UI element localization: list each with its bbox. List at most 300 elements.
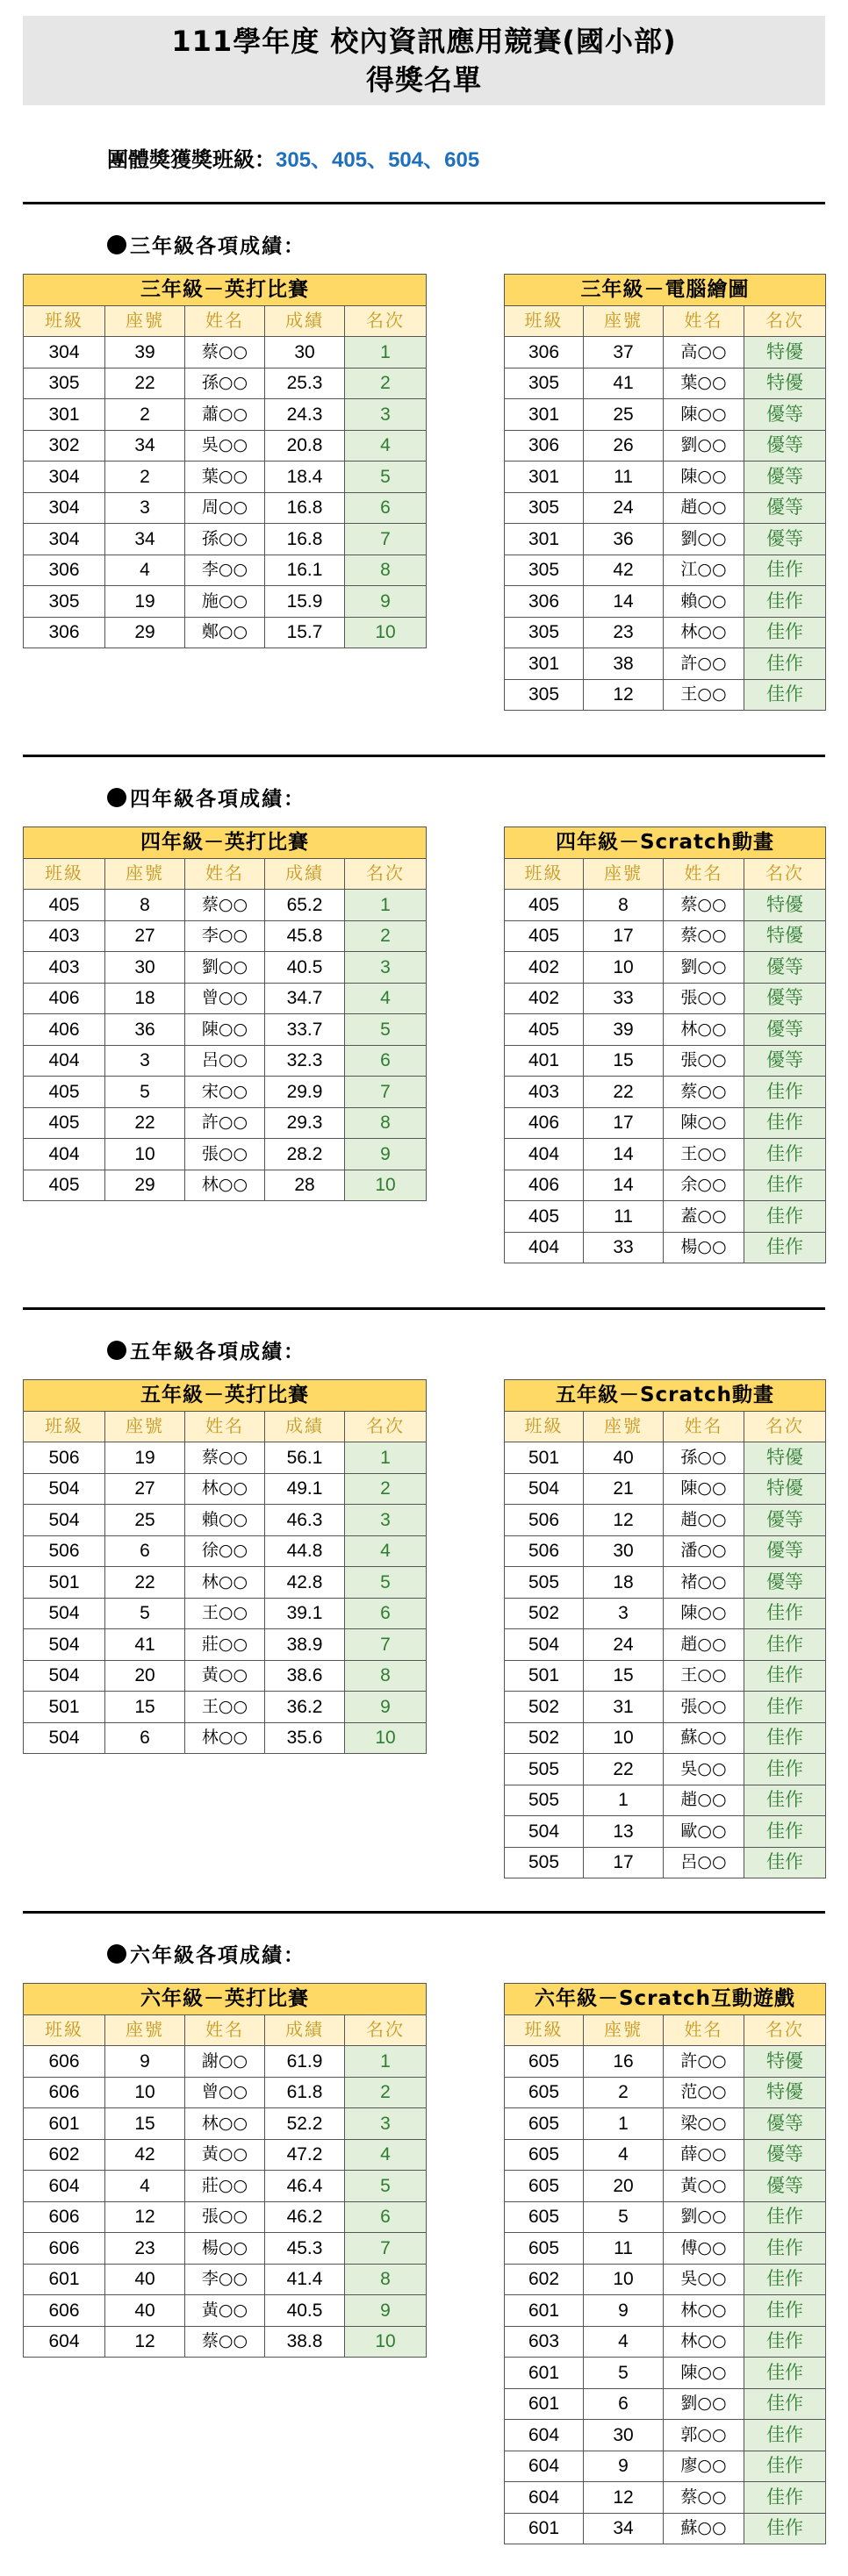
contest-results-table [504,826,826,1263]
rank-cell: 特優 [744,920,826,952]
name-cell: 葉○○ [664,368,744,399]
class-cell: 604 [505,2482,584,2514]
table-row [24,2233,427,2265]
typing-results-table [23,274,427,648]
table-row [24,1014,427,1046]
table-row [505,952,826,984]
rank-cell: 佳作 [744,2513,826,2544]
seat-cell: 33 [584,1232,664,1263]
rank-cell: 優等 [744,1567,826,1599]
table-row [24,1139,427,1170]
column-header: 名次 [744,858,826,890]
table-row [505,462,826,493]
seat-cell: 19 [105,586,185,618]
class-cell: 504 [24,1722,105,1754]
column-header: 座號 [105,1411,185,1442]
class-cell: 501 [24,1692,105,1723]
class-cell: 602 [24,2139,105,2171]
class-cell: 404 [505,1139,584,1170]
class-cell: 406 [505,1107,584,1139]
group-award-line [107,142,479,173]
class-cell: 601 [24,2108,105,2140]
name-cell: 林○○ [664,2295,744,2327]
rank-cell: 優等 [744,1045,826,1077]
column-header: 姓名 [185,2014,265,2046]
class-cell: 306 [505,337,584,369]
class-cell: 404 [24,1139,105,1170]
name-cell: 林○○ [664,2326,744,2358]
table-row [505,983,826,1014]
score-cell: 56.1 [265,1442,345,1474]
rank-cell: 8 [345,1107,427,1139]
column-header: 班級 [505,305,584,337]
name-cell: 蔡○○ [664,920,744,952]
table-row [505,1014,826,1046]
table-row [505,1754,826,1785]
page-subtitle: 得獎名單 [365,63,482,97]
seat-cell: 29 [105,617,185,648]
name-cell: 劉○○ [185,952,265,984]
table-row [505,555,826,586]
name-cell: 蔡○○ [664,890,744,921]
name-cell: 潘○○ [664,1535,744,1567]
rank-cell: 佳作 [744,2295,826,2327]
score-cell: 15.9 [265,586,345,618]
column-header: 班級 [24,858,105,890]
seat-cell: 8 [584,890,664,921]
table-row [505,1139,826,1170]
table-caption: 六年級－Scratch互動遊戲 [505,1984,826,2015]
rank-cell: 9 [345,586,427,618]
seat-cell: 23 [105,2233,185,2265]
class-cell: 504 [24,1598,105,1629]
score-cell: 38.9 [265,1629,345,1661]
class-cell: 504 [24,1629,105,1661]
class-cell: 603 [505,2326,584,2358]
rank-cell: 2 [345,2077,427,2108]
name-cell: 陳○○ [664,462,744,493]
table-row [24,1077,427,1108]
table-row [24,920,427,952]
seat-cell: 2 [105,462,185,493]
column-header: 名次 [744,1411,826,1442]
table-row [505,1473,826,1505]
table-row [505,2171,826,2202]
seat-cell: 3 [105,492,185,524]
seat-cell: 4 [105,2171,185,2202]
table-row [505,890,826,921]
rank-cell: 優等 [744,2139,826,2171]
table-caption: 三年級－英打比賽 [24,275,427,306]
seat-cell: 42 [584,555,664,586]
score-cell: 36.2 [265,1692,345,1723]
score-cell: 30 [265,337,345,369]
rank-cell: 4 [345,983,427,1014]
name-cell: 張○○ [664,1045,744,1077]
name-cell: 范○○ [664,2077,744,2108]
seat-cell: 11 [584,2233,664,2265]
table-row [24,2139,427,2171]
rank-cell: 佳作 [744,2451,826,2482]
table-row [24,1722,427,1754]
seat-cell: 3 [105,1045,185,1077]
seat-cell: 11 [584,462,664,493]
table-row [505,524,826,555]
table-row [24,1045,427,1077]
class-cell: 304 [24,337,105,369]
seat-cell: 24 [584,1629,664,1661]
table-row [505,1785,826,1816]
class-cell: 301 [505,399,584,431]
name-cell: 徐○○ [185,1535,265,1567]
name-cell: 江○○ [664,555,744,586]
score-cell: 47.2 [265,2139,345,2171]
table-row [505,1535,826,1567]
section-heading [107,1335,305,1364]
bullet-icon [107,1341,126,1360]
rank-cell: 佳作 [744,1785,826,1816]
table-row [505,1598,826,1629]
table-row [24,983,427,1014]
class-cell: 305 [505,617,584,648]
seat-cell: 34 [584,2513,664,2544]
score-cell: 15.7 [265,617,345,648]
rank-cell: 4 [345,1535,427,1567]
column-header: 名次 [345,1411,427,1442]
section-divider [23,1307,825,1310]
table-row [505,2108,826,2140]
section-divider [23,202,825,204]
rank-cell: 特優 [744,1473,826,1505]
bullet-icon [107,1944,126,1964]
score-cell: 24.3 [265,399,345,431]
seat-cell: 19 [105,1442,185,1474]
column-header: 名次 [744,305,826,337]
class-cell: 601 [505,2295,584,2327]
section-divider [23,1911,825,1914]
name-cell: 林○○ [185,1567,265,1599]
table-row [505,1170,826,1201]
column-header: 座號 [584,858,664,890]
seat-cell: 12 [584,679,664,711]
score-cell: 34.7 [265,983,345,1014]
rank-cell: 優等 [744,952,826,984]
score-cell: 46.3 [265,1505,345,1536]
seat-cell: 15 [584,1660,664,1692]
rank-cell: 佳作 [744,2264,826,2295]
name-cell: 孫○○ [185,524,265,555]
seat-cell: 18 [584,1567,664,1599]
class-cell: 601 [505,2513,584,2544]
table-row [24,586,427,618]
table-row [24,1473,427,1505]
table-row [24,2046,427,2078]
seat-cell: 14 [584,586,664,618]
seat-cell: 22 [584,1077,664,1108]
column-header: 姓名 [185,1411,265,1442]
seat-cell: 36 [584,524,664,555]
seat-cell: 30 [584,1535,664,1567]
name-cell: 孫○○ [185,368,265,399]
column-header: 班級 [24,305,105,337]
seat-cell: 3 [584,1598,664,1629]
rank-cell: 5 [345,2171,427,2202]
seat-cell: 13 [584,1816,664,1848]
class-cell: 605 [505,2139,584,2171]
score-cell: 29.3 [265,1107,345,1139]
rank-cell: 1 [345,2046,427,2078]
seat-cell: 41 [105,1629,185,1661]
name-cell: 周○○ [185,492,265,524]
table-row [24,1505,427,1536]
score-cell: 18.4 [265,462,345,493]
class-cell: 506 [24,1535,105,1567]
class-cell: 404 [505,1232,584,1263]
name-cell: 薛○○ [664,2139,744,2171]
table-row [24,399,427,431]
seat-cell: 9 [584,2295,664,2327]
name-cell: 呂○○ [664,1847,744,1878]
class-cell: 306 [505,586,584,618]
table-row [505,1816,826,1848]
class-cell: 502 [505,1692,584,1723]
seat-cell: 1 [584,2108,664,2140]
table-row [24,890,427,921]
rank-cell: 佳作 [744,1816,826,1848]
rank-cell: 8 [345,1660,427,1692]
name-cell: 林○○ [664,617,744,648]
seat-cell: 39 [584,1014,664,1046]
seat-cell: 9 [105,2046,185,2078]
seat-cell: 6 [105,1535,185,1567]
typing-results-table [23,826,427,1201]
name-cell: 王○○ [185,1598,265,1629]
class-cell: 604 [505,2420,584,2451]
rank-cell: 優等 [744,430,826,462]
name-cell: 鄭○○ [185,617,265,648]
class-cell: 606 [24,2233,105,2265]
class-cell: 405 [24,1077,105,1108]
table-row [24,430,427,462]
class-cell: 506 [505,1505,584,1536]
class-cell: 605 [505,2108,584,2140]
table-row [24,368,427,399]
table-row [24,524,427,555]
score-cell: 61.8 [265,2077,345,2108]
table-caption: 五年級－Scratch動畫 [505,1380,826,1412]
name-cell: 黃○○ [185,2295,265,2327]
class-cell: 406 [505,1170,584,1201]
seat-cell: 40 [105,2264,185,2295]
table-row [505,2295,826,2327]
class-cell: 605 [505,2171,584,2202]
name-cell: 黃○○ [185,1660,265,1692]
rank-cell: 6 [345,2201,427,2233]
table-row [24,1170,427,1201]
class-cell: 502 [505,1598,584,1629]
rank-cell: 5 [345,462,427,493]
class-cell: 304 [24,462,105,493]
seat-cell: 2 [105,399,185,431]
class-cell: 405 [24,1170,105,1201]
score-cell: 20.8 [265,430,345,462]
rank-cell: 2 [345,920,427,952]
name-cell: 蔡○○ [185,2326,265,2358]
seat-cell: 15 [584,1045,664,1077]
rank-cell: 優等 [744,1535,826,1567]
seat-cell: 17 [584,1107,664,1139]
name-cell: 趙○○ [664,1629,744,1661]
rank-cell: 特優 [744,1442,826,1474]
seat-cell: 27 [105,1473,185,1505]
column-header: 座號 [584,305,664,337]
column-header: 姓名 [664,305,744,337]
rank-cell: 特優 [744,368,826,399]
rank-cell: 7 [345,1077,427,1108]
class-cell: 406 [24,1014,105,1046]
class-cell: 605 [505,2233,584,2265]
name-cell: 郭○○ [664,2420,744,2451]
column-header: 姓名 [664,1411,744,1442]
name-cell: 呂○○ [185,1045,265,1077]
table-row [505,617,826,648]
section-heading-text: 三年級各項成績： [130,235,305,258]
table-row [505,1045,826,1077]
table-row [505,1442,826,1474]
class-cell: 601 [24,2264,105,2295]
rank-cell: 9 [345,1139,427,1170]
rank-cell: 佳作 [744,1139,826,1170]
name-cell: 陳○○ [664,399,744,431]
name-cell: 陳○○ [185,1014,265,1046]
class-cell: 502 [505,1722,584,1754]
table-row [505,399,826,431]
name-cell: 余○○ [664,1170,744,1201]
rank-cell: 佳作 [744,1754,826,1785]
column-header: 姓名 [185,858,265,890]
rank-cell: 4 [345,430,427,462]
name-cell: 葉○○ [185,462,265,493]
seat-cell: 12 [105,2201,185,2233]
name-cell: 王○○ [664,1660,744,1692]
name-cell: 廖○○ [664,2451,744,2482]
score-cell: 33.7 [265,1014,345,1046]
rank-cell: 6 [345,1598,427,1629]
class-cell: 501 [24,1567,105,1599]
score-cell: 39.1 [265,1598,345,1629]
class-cell: 305 [24,368,105,399]
seat-cell: 38 [584,648,664,680]
seat-cell: 5 [105,1077,185,1108]
seat-cell: 22 [105,1567,185,1599]
name-cell: 蘇○○ [664,1722,744,1754]
seat-cell: 5 [584,2201,664,2233]
score-cell: 42.8 [265,1567,345,1599]
rank-cell: 8 [345,555,427,586]
score-cell: 46.2 [265,2201,345,2233]
table-row [505,1077,826,1108]
name-cell: 趙○○ [664,492,744,524]
score-cell: 32.3 [265,1045,345,1077]
seat-cell: 20 [584,2171,664,2202]
name-cell: 李○○ [185,920,265,952]
seat-cell: 17 [584,1847,664,1878]
rank-cell: 佳作 [744,679,826,711]
class-cell: 504 [24,1473,105,1505]
class-cell: 302 [24,430,105,462]
table-row [24,1107,427,1139]
score-cell: 16.8 [265,524,345,555]
name-cell: 李○○ [185,555,265,586]
name-cell: 黃○○ [664,2171,744,2202]
group-award-label: 團體獎獲獎班級： [107,148,276,172]
name-cell: 陳○○ [664,1473,744,1505]
column-header: 座號 [584,2014,664,2046]
score-cell: 40.5 [265,952,345,984]
class-cell: 403 [505,1077,584,1108]
column-header: 名次 [345,2014,427,2046]
class-cell: 301 [24,399,105,431]
rank-cell: 4 [345,2139,427,2171]
column-header: 班級 [24,2014,105,2046]
class-cell: 601 [505,2358,584,2389]
name-cell: 吳○○ [664,2264,744,2295]
name-cell: 蓋○○ [664,1201,744,1233]
score-cell: 65.2 [265,890,345,921]
seat-cell: 22 [105,1107,185,1139]
score-cell: 28.2 [265,1139,345,1170]
column-header: 名次 [345,305,427,337]
name-cell: 許○○ [664,2046,744,2078]
class-cell: 606 [24,2077,105,2108]
class-cell: 306 [505,430,584,462]
table-row [505,2139,826,2171]
seat-cell: 34 [105,524,185,555]
name-cell: 張○○ [185,2201,265,2233]
name-cell: 歐○○ [664,1816,744,1848]
column-header: 姓名 [664,2014,744,2046]
rank-cell: 佳作 [744,1170,826,1201]
table-row [24,2108,427,2140]
seat-cell: 22 [105,368,185,399]
seat-cell: 31 [584,1692,664,1723]
class-cell: 405 [505,890,584,921]
typing-results-table [23,1983,427,2358]
seat-cell: 30 [105,952,185,984]
name-cell: 吳○○ [185,430,265,462]
section-heading-text: 五年級各項成績： [130,1341,305,1363]
rank-cell: 佳作 [744,1077,826,1108]
seat-cell: 40 [584,1442,664,1474]
header-row [505,858,826,890]
typing-results-table [23,1379,427,1754]
class-cell: 506 [505,1535,584,1567]
rank-cell: 佳作 [744,586,826,618]
seat-cell: 6 [584,2388,664,2420]
rank-cell: 5 [345,1014,427,1046]
class-cell: 604 [505,2451,584,2482]
name-cell: 王○○ [185,1692,265,1723]
class-cell: 606 [24,2295,105,2327]
seat-cell: 25 [584,399,664,431]
seat-cell: 16 [584,2046,664,2078]
class-cell: 606 [24,2046,105,2078]
class-cell: 304 [24,524,105,555]
name-cell: 王○○ [664,679,744,711]
rank-cell: 特優 [744,2046,826,2078]
score-cell: 46.4 [265,2171,345,2202]
name-cell: 許○○ [185,1107,265,1139]
